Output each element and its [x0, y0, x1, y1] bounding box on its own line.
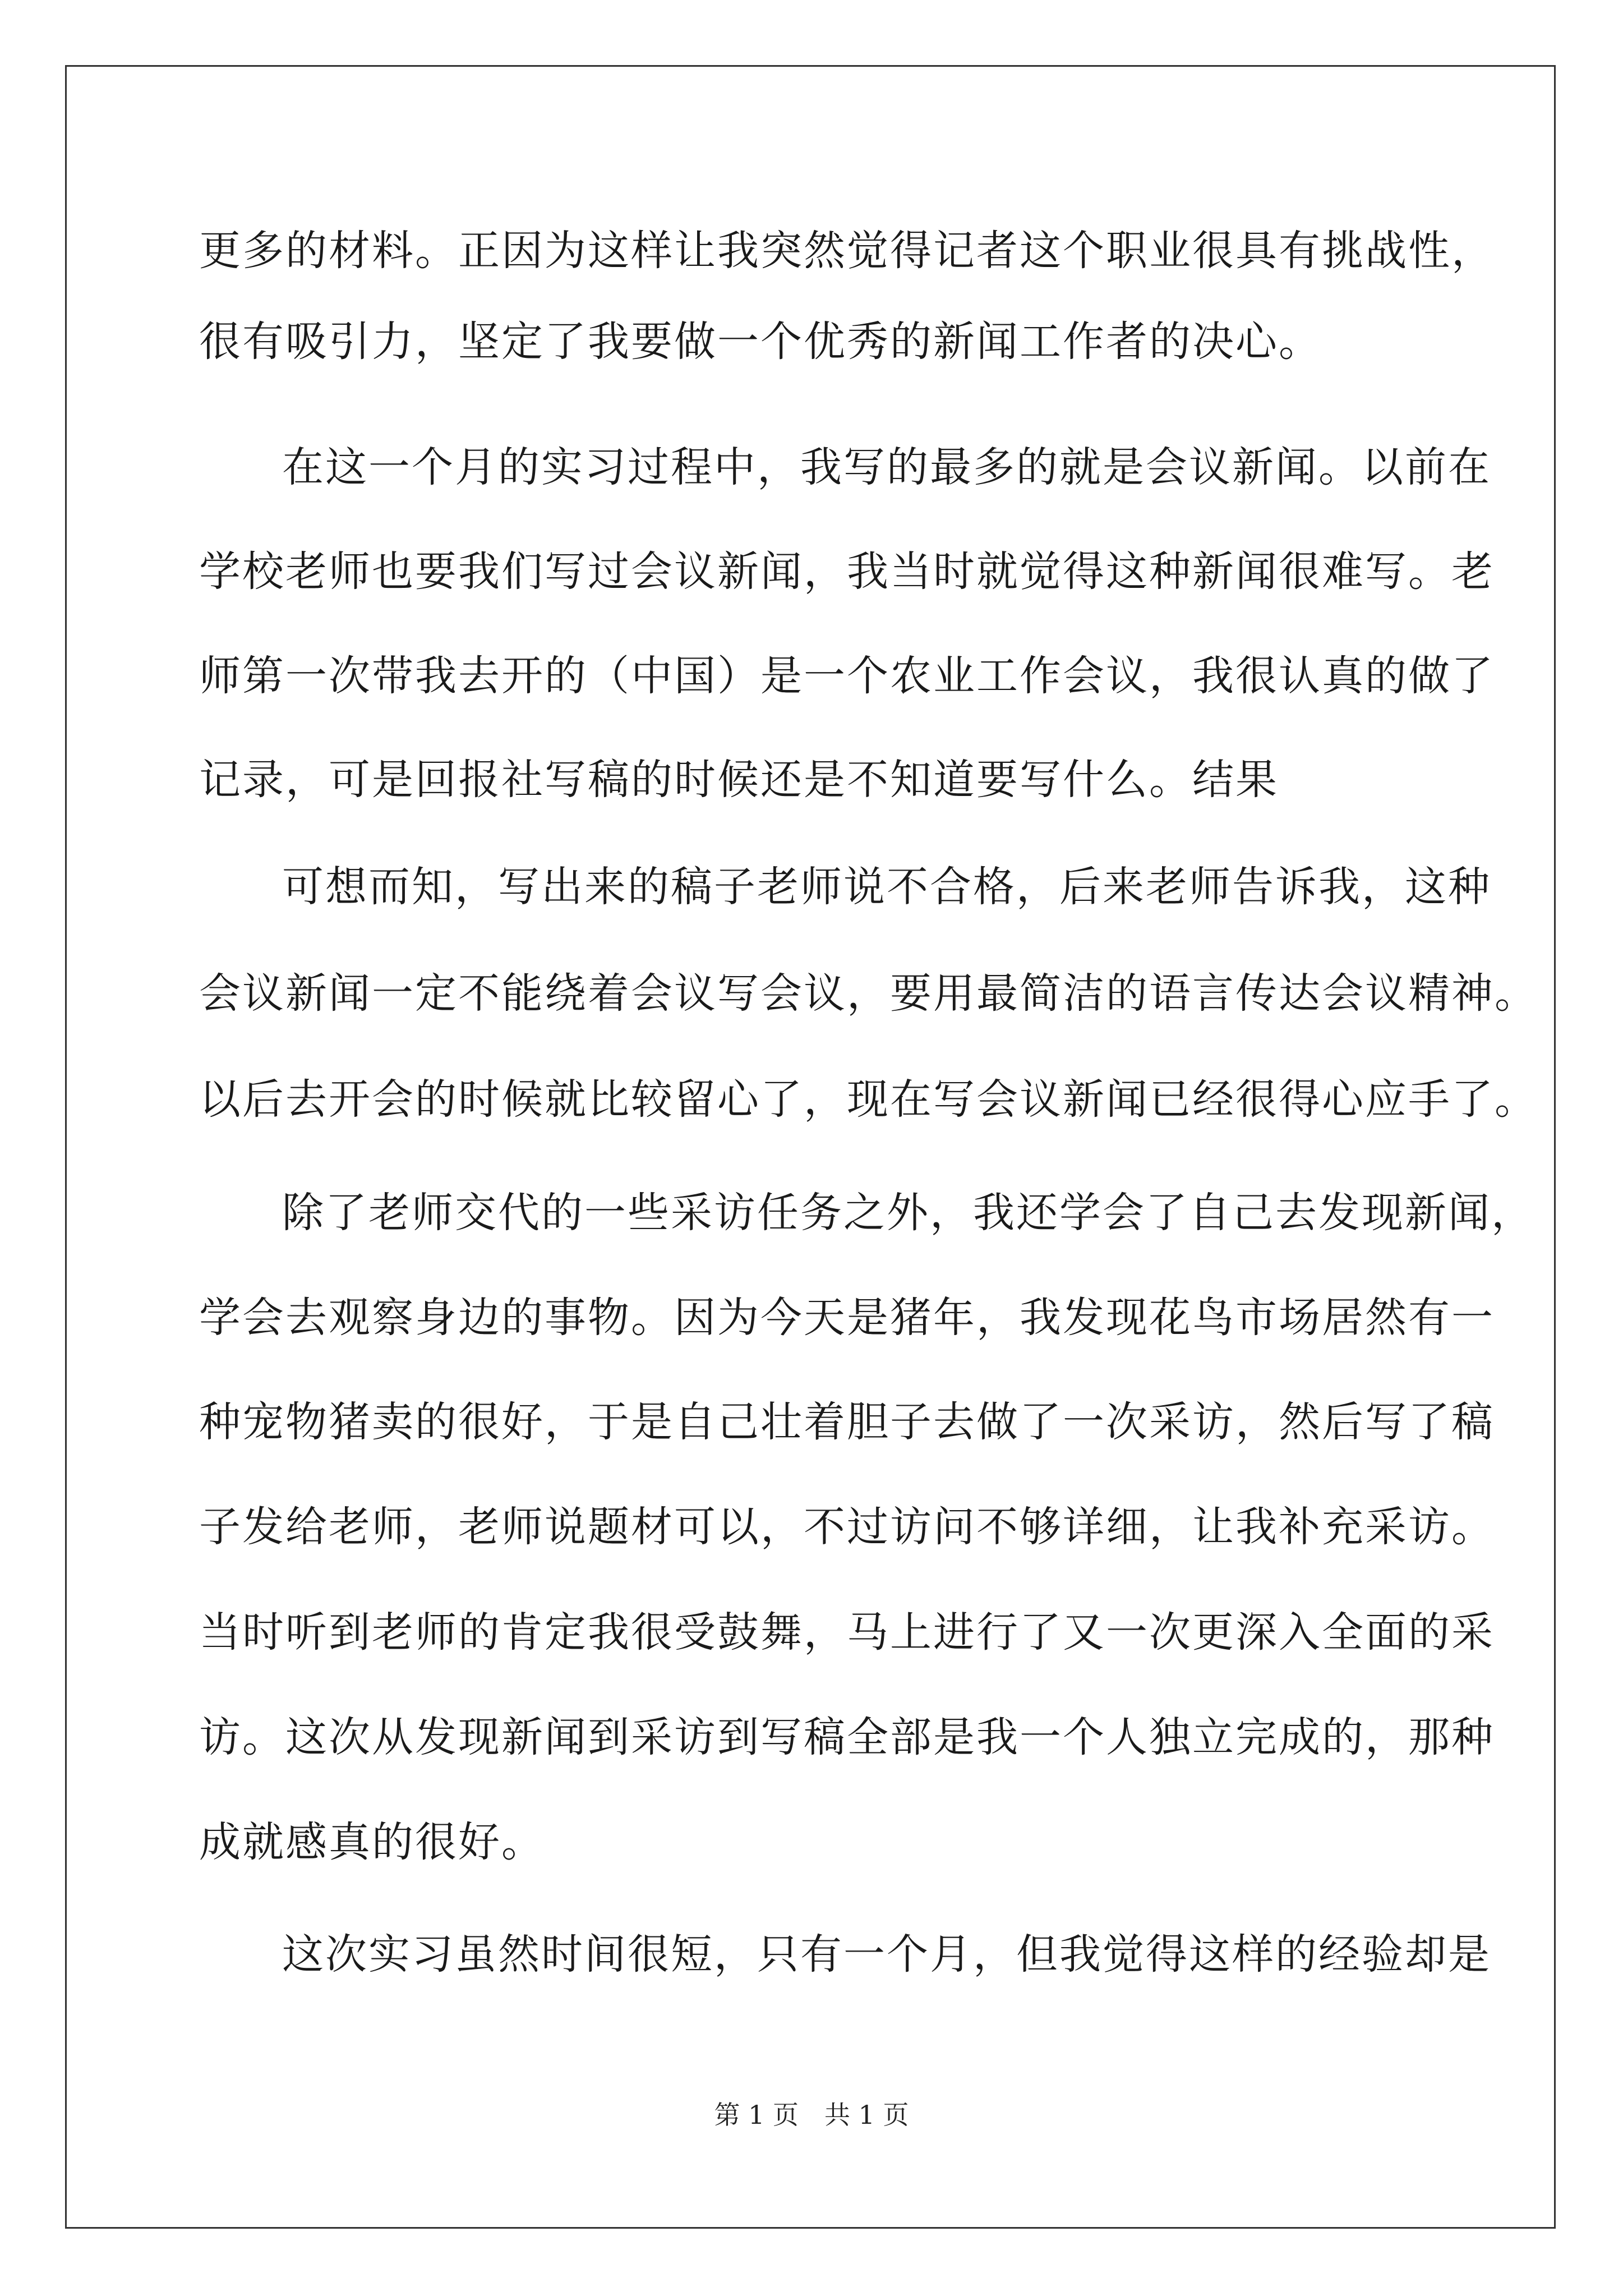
- text-line: 记录，可是回报社写稿的时候还是不知道要写什么。结果: [199, 756, 1279, 804]
- text-line: 会议新闻一定不能绕着会议写会议，要用最简洁的语言传达会议精神。: [199, 969, 1538, 1018]
- text-line: 子发给老师，老师说题材可以，不过访问不够详细，让我补充采访。: [199, 1503, 1495, 1551]
- text-line: 师第一次带我去开的（中国）是一个农业工作会议，我很认真的做了: [199, 652, 1495, 700]
- text-line: 访。这次从发现新闻到采访到写稿全部是我一个人独立完成的，那种: [199, 1713, 1495, 1761]
- text-line: 以后去开会的时候就比较留心了，现在写会议新闻已经很得心应手了。: [199, 1075, 1538, 1124]
- text-line: 学会去观察身边的事物。因为今天是猪年，我发现花鸟市场居然有一: [199, 1294, 1495, 1342]
- text-line: 成就感真的很好。: [199, 1818, 545, 1866]
- paragraph-start-line: 除了老师交代的一些采访任务之外，我还学会了自己去发现新闻，: [282, 1189, 1534, 1237]
- paragraph-start-line: 在这一个月的实习过程中，我写的最多的就是会议新闻。以前在: [282, 443, 1491, 491]
- page-number-footer: 第 1 页 共 1 页: [714, 2100, 909, 2130]
- text-line: 种宠物猪卖的很好，于是自己壮着胆子去做了一次采访，然后写了稿: [199, 1398, 1495, 1446]
- page-border: [65, 65, 1556, 2229]
- text-line: 当时听到老师的肯定我很受鼓舞，马上进行了又一次更深入全面的采: [199, 1608, 1495, 1657]
- paragraph-start-line: 这次实习虽然时间很短，只有一个月，但我觉得这样的经验却是: [282, 1930, 1491, 1978]
- text-line: 学校老师也要我们写过会议新闻，我当时就觉得这种新闻很难写。老: [199, 547, 1495, 596]
- text-line: 更多的材料。正因为这样让我突然觉得记者这个职业很具有挑战性，: [199, 227, 1495, 275]
- text-line: 很有吸引力，坚定了我要做一个优秀的新闻工作者的决心。: [199, 318, 1322, 366]
- paragraph-start-line: 可想而知，写出来的稿子老师说不合格，后来老师告诉我，这种: [282, 863, 1491, 911]
